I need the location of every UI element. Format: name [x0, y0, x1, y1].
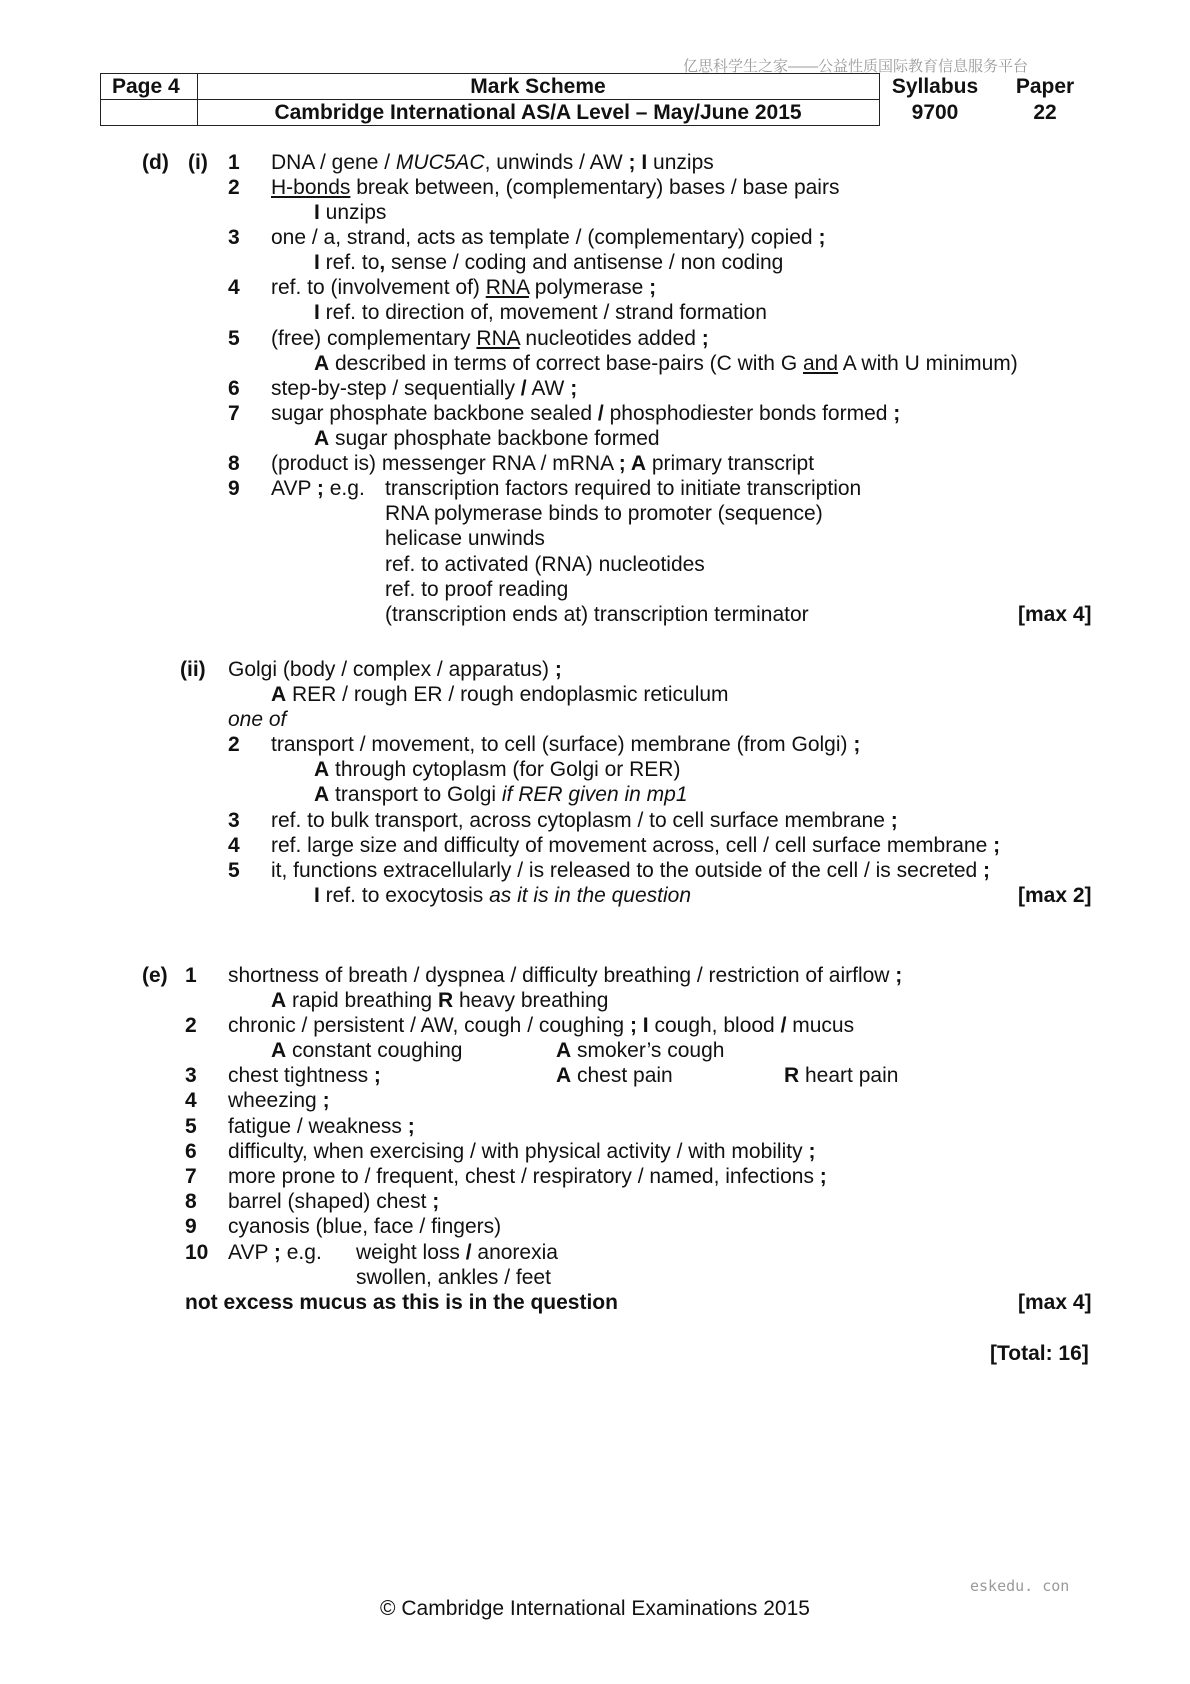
- mark-note: A through cytoplasm (for Golgi or RER): [314, 758, 681, 781]
- point-number: 1: [185, 964, 197, 987]
- mark-point: AVP ; e.g.: [271, 477, 365, 500]
- mark-note: A smoker’s cough: [556, 1039, 725, 1062]
- mark-note: A described in terms of correct base-pairs (C with G and A with U minimum): [314, 352, 1018, 375]
- point-number: 3: [228, 809, 240, 832]
- mark-note: A chest pain: [556, 1064, 673, 1087]
- mark-note: I ref. to, sense / coding and antisense / non coding: [314, 251, 784, 274]
- mark-point: (product is) messenger RNA / mRNA ; A primary transcript: [271, 452, 815, 475]
- mark-note: I ref. to direction of, movement / strand formation: [314, 301, 767, 324]
- point-number: 5: [228, 327, 240, 350]
- point-number: 6: [185, 1140, 197, 1163]
- point-number: 10: [185, 1241, 209, 1264]
- mark-point: H-bonds break between, (complementary) bases / base pairs: [271, 176, 840, 199]
- max-marks: [max 4]: [1018, 1291, 1092, 1314]
- mark-point: Golgi (body / complex / apparatus) ;: [228, 658, 562, 681]
- exclusion-note: not excess mucus as this is in the question: [185, 1291, 618, 1314]
- syllabus-label: Syllabus: [891, 75, 979, 98]
- avp-example: ref. to proof reading: [385, 578, 569, 601]
- point-number: 4: [228, 276, 240, 299]
- mark-point: difficulty, when exercising / with physical activity / with mobility ;: [228, 1140, 816, 1163]
- total-marks: [Total: 16]: [990, 1342, 1089, 1365]
- point-number: 7: [185, 1165, 197, 1188]
- point-number: 2: [228, 733, 240, 756]
- mark-note: A RER / rough ER / rough endoplasmic reticulum: [271, 683, 729, 706]
- mark-note: R heart pain: [784, 1064, 899, 1087]
- label-d-i: (i): [188, 151, 208, 174]
- mark-note: I unzips: [314, 201, 387, 224]
- point-number: 5: [228, 859, 240, 882]
- avp-example: weight loss / anorexia: [356, 1241, 558, 1264]
- paper-label: Paper: [1015, 75, 1075, 98]
- syllabus-value: 9700: [911, 101, 959, 124]
- point-number: 8: [185, 1190, 197, 1213]
- mark-point: sugar phosphate backbone sealed / phosphodiester bonds formed ;: [271, 402, 901, 425]
- mark-note: A sugar phosphate backbone formed: [314, 427, 660, 450]
- point-number: 3: [228, 226, 240, 249]
- point-number: 2: [185, 1014, 197, 1037]
- mark-point: cyanosis (blue, face / fingers): [228, 1215, 502, 1238]
- point-number: 4: [228, 834, 240, 857]
- max-marks: [max 2]: [1018, 884, 1092, 907]
- mark-point: ref. to (involvement of) RNA polymerase ;: [271, 276, 657, 299]
- mark-point: more prone to / frequent, chest / respiratory / named, infections ;: [228, 1165, 827, 1188]
- mark-point: shortness of breath / dyspnea / difficulty breathing / restriction of airflow ;: [228, 964, 903, 987]
- point-number: 2: [228, 176, 240, 199]
- point-number: 9: [228, 477, 240, 500]
- avp-example: ref. to activated (RNA) nucleotides: [385, 553, 705, 576]
- paper-value: 22: [1033, 101, 1057, 124]
- mark-note: A constant coughing: [271, 1039, 463, 1062]
- point-number: 6: [228, 377, 240, 400]
- mark-note: A transport to Golgi if RER given in mp1: [314, 783, 688, 806]
- label-e: (e): [142, 964, 168, 987]
- label-d: (d): [142, 151, 169, 174]
- mark-point: wheezing ;: [228, 1089, 330, 1112]
- mark-point: transport / movement, to cell (surface) membrane (from Golgi) ;: [271, 733, 861, 756]
- avp-example: RNA polymerase binds to promoter (sequence): [385, 502, 823, 525]
- page-number: Page 4: [112, 75, 180, 98]
- watermark-bottom: eskedu. con: [970, 1577, 1070, 1595]
- mark-point: step-by-step / sequentially / AW ;: [271, 377, 578, 400]
- mark-point: chronic / persistent / AW, cough / coughing ; I cough, blood / mucus: [228, 1014, 855, 1037]
- header-subtitle: Cambridge International AS/A Level – May/June 2015: [274, 101, 802, 124]
- max-marks: [max 4]: [1018, 603, 1092, 626]
- mark-point: AVP ; e.g.: [228, 1241, 322, 1264]
- point-number: 5: [185, 1115, 197, 1138]
- point-number: 7: [228, 402, 240, 425]
- mark-point: DNA / gene / MUC5AC, unwinds / AW ; I unzips: [271, 151, 714, 174]
- mark-point: ref. to bulk transport, across cytoplasm / to cell surface membrane ;: [271, 809, 898, 832]
- point-number: 3: [185, 1064, 197, 1087]
- watermark-top: 亿思科学生之家——公益性质国际教育信息服务平台: [683, 58, 1029, 75]
- mark-note: A rapid breathing R heavy breathing: [271, 989, 609, 1012]
- footer-copyright: © Cambridge International Examinations 2015: [380, 1597, 810, 1620]
- avp-example: swollen, ankles / feet: [356, 1266, 551, 1289]
- mark-point: fatigue / weakness ;: [228, 1115, 415, 1138]
- mark-point: (free) complementary RNA nucleotides added ;: [271, 327, 709, 350]
- one-of: one of: [228, 708, 287, 731]
- mark-point: chest tightness ;: [228, 1064, 381, 1087]
- avp-example: helicase unwinds: [385, 527, 545, 550]
- avp-example: (transcription ends at) transcription terminator: [385, 603, 809, 626]
- label-d-ii: (ii): [180, 658, 206, 681]
- mark-point: ref. large size and difficulty of movement across, cell / cell surface membrane ;: [271, 834, 1001, 857]
- mark-point: it, functions extracellularly / is released to the outside of the cell / is secreted ;: [271, 859, 991, 882]
- avp-example: transcription factors required to initiate transcription: [385, 477, 862, 500]
- point-number: 9: [185, 1215, 197, 1238]
- mark-point: barrel (shaped) chest ;: [228, 1190, 440, 1213]
- mark-note: I ref. to exocytosis as it is in the question: [314, 884, 692, 907]
- point-number: 1: [228, 151, 240, 174]
- point-number: 8: [228, 452, 240, 475]
- header-title: Mark Scheme: [470, 75, 606, 98]
- point-number: 4: [185, 1089, 197, 1112]
- mark-point: one / a, strand, acts as template / (complementary) copied ;: [271, 226, 826, 249]
